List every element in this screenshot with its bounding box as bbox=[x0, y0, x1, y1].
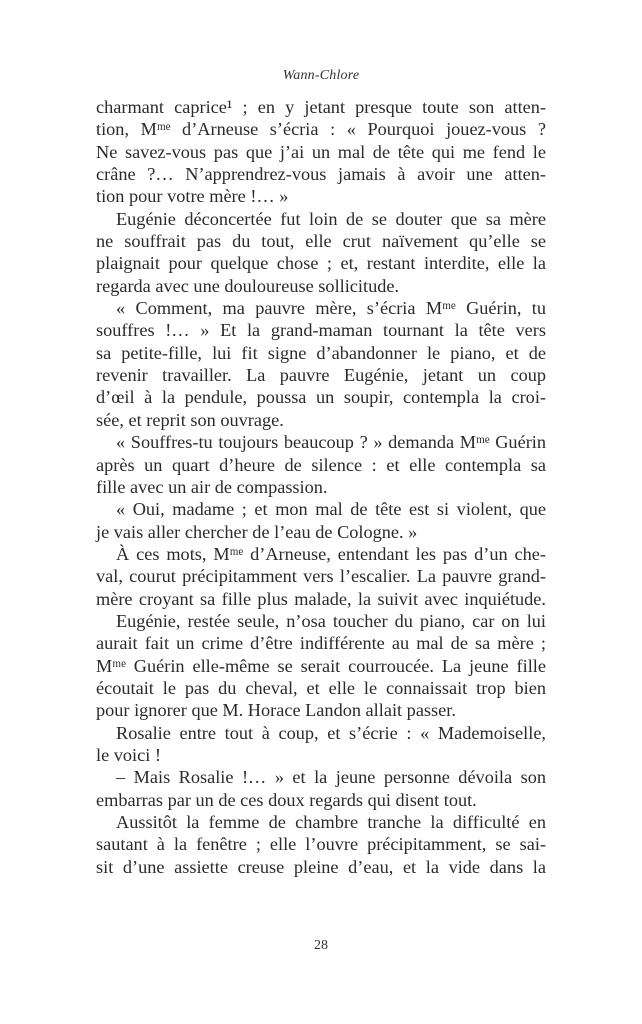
body-text bbox=[96, 96, 546, 878]
text-line: le voici ! bbox=[96, 744, 161, 765]
text-line: sa petite-fille, lui fit signe d’abandonner le piano, et de bbox=[96, 342, 546, 363]
text-line: sée, et reprit son ouvrage. bbox=[96, 409, 284, 430]
text-line: val, courut précipitamment vers l’escalier. La pauvre grand- bbox=[96, 566, 546, 587]
text-line: « Comment, ma pauvre mère, s’écria Mᵐᵉ Guérin, tu bbox=[116, 298, 546, 319]
text-line: tion, Mᵐᵉ d’Arneuse s’écria : « Pourquoi jouez-vous ? bbox=[96, 119, 546, 140]
text-line: fille avec un air de compassion. bbox=[96, 476, 328, 497]
text-line: charmant caprice¹ ; en y jetant presque toute son atten- bbox=[96, 97, 546, 117]
text-line: tion pour votre mère !… » bbox=[96, 186, 289, 207]
text-line: d’œil à la pendule, poussa un soupir, contempla la croi- bbox=[96, 387, 546, 408]
text-line: À ces mots, Mᵐᵉ d’Arneuse, entendant les pas d’un che- bbox=[116, 543, 546, 564]
text-line: plaignait pour quelque chose ; et, restant interdite, elle la bbox=[96, 253, 546, 274]
text-line: sit d’une assiette creuse pleine d’eau, et la vide dans la bbox=[96, 856, 546, 877]
text-line: Ne savez-vous pas que j’ai un mal de tête qui me fend le bbox=[96, 141, 546, 162]
text-line: Eugénie déconcertée fut loin de se douter que sa mère bbox=[116, 208, 546, 229]
text-line: écoutait le pas du cheval, et elle le connaissait trop bien bbox=[96, 677, 546, 698]
page-number: 28 bbox=[314, 938, 328, 953]
text-line: sautant à la fenêtre ; elle l’ouvre précipitamment, se sai- bbox=[96, 834, 546, 855]
text-line: Rosalie entre tout à coup, et s’écrie : « Mademoiselle, bbox=[116, 722, 546, 743]
text-line: ne souffrait pas du tout, elle crut naïvement qu’elle se bbox=[96, 231, 546, 252]
text-line: Aussitôt la femme de chambre tranche la difficulté en bbox=[116, 812, 546, 832]
text-line: crâne ?… N’apprendrez-vous jamais à avoir une atten- bbox=[96, 164, 546, 185]
text-line: « Souffres-tu toujours beaucoup ? » demanda Mᵐᵉ Guérin bbox=[116, 432, 546, 453]
text-line: mère croyant sa fille plus malade, la suivit avec inquiétude. bbox=[96, 588, 546, 609]
text-line: je vais aller chercher de l’eau de Cologne. » bbox=[96, 521, 418, 542]
text-line: pour ignorer que M. Horace Landon allait passer. bbox=[96, 700, 456, 721]
text-line: Eugénie, restée seule, n’osa toucher du piano, car on lui bbox=[116, 610, 546, 631]
text-line: regarda avec une douloureuse sollicitude. bbox=[96, 275, 400, 296]
text-line: souffres !… » Et la grand-maman tournant la tête vers bbox=[96, 320, 546, 341]
text-line: embarras par un de ces doux regards qui disent tout. bbox=[96, 789, 477, 810]
text-line: revenir travailler. La pauvre Eugénie, jetant un coup bbox=[96, 365, 546, 386]
book-page bbox=[96, 0, 546, 1024]
text-line: après un quart d’heure de silence : et elle contempla sa bbox=[96, 454, 546, 475]
running-head: Wann-Chlore bbox=[282, 68, 360, 83]
text-line: – Mais Rosalie !… » et la jeune personne dévoila son bbox=[116, 767, 546, 788]
text-line: aurait fait un crime d’être indifférente au mal de sa mère ; bbox=[96, 633, 546, 654]
text-line: Mᵐᵉ Guérin elle-même se serait courroucée. La jeune fille bbox=[96, 655, 546, 676]
text-line: « Oui, madame ; et mon mal de tête est si violent, que bbox=[116, 499, 546, 520]
